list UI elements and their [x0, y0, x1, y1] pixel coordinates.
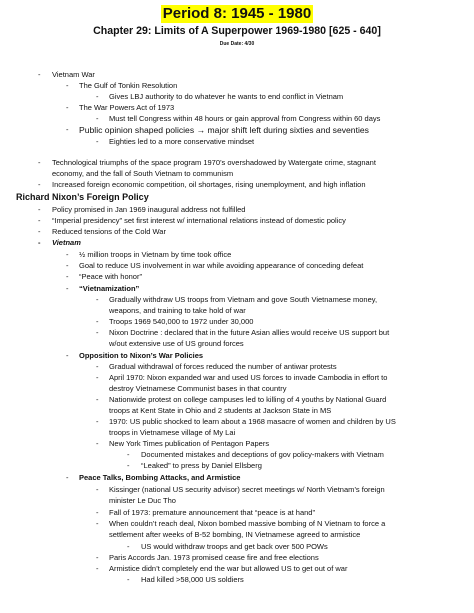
note-line: “Leaked” to press by Daniel Ellsberg: [141, 461, 262, 470]
bullet-dash: -: [127, 542, 130, 551]
bullet-dash: -: [66, 272, 69, 281]
bullet-dash: -: [96, 519, 99, 528]
bullet-dash: -: [38, 70, 41, 79]
note-line: Reduced tensions of the Cold War: [52, 227, 166, 236]
chapter-heading: Chapter 29: Limits of A Superpower 1969-1980 [625 - 640]: [93, 25, 381, 37]
note-line: Gradually withdraw US troops from Vietnam and gove South Vietnamese money,: [109, 295, 378, 304]
bullet-dash: -: [96, 114, 99, 123]
note-line: When couldn’t reach deal, Nixon bombed massive bombing of N Vietnam to force a: [109, 519, 386, 528]
section-heading: Richard Nixon’s Foreign Policy: [16, 192, 149, 202]
note-line: The War Powers Act of 1973: [79, 103, 175, 112]
note-line: Must tell Congress within 48 hours or gain approval from Congress within 60 days: [109, 114, 381, 123]
bullet-dash: -: [66, 103, 69, 112]
bullet-dash: -: [96, 92, 99, 101]
note-line: Kissinger (national US security advisor) secret meetings w/ North Vietnam’s foreign: [109, 485, 385, 494]
note-line: Opposition to Nixon’s War Policies: [79, 351, 204, 360]
note-line: Public opinion shaped policies → major shift left during sixties and seventies: [79, 125, 369, 135]
note-line: Vietnam: [52, 238, 81, 247]
bullet-dash: -: [96, 328, 99, 337]
note-line: Gives LBJ authority to do whatever he wants to end conflict in Vietnam: [109, 92, 344, 101]
note-line: Documented mistakes and deceptions of gov policy-makers with Vietnam: [141, 450, 384, 459]
bullet-dash: -: [127, 450, 130, 459]
note-line: Technological triumphs of the space program 1970’s overshadowed by Watergate crime, stagnant: [52, 158, 376, 167]
bullet-dash: -: [66, 261, 69, 270]
bullet-dash: -: [96, 295, 99, 304]
note-line: Vietnam War: [52, 70, 95, 79]
bullet-dash: -: [66, 351, 69, 360]
title-wrap: [0, 5, 474, 23]
note-line: destroy Vietnamese Communist bases in that country: [109, 384, 287, 393]
note-line: April 1970: Nixon expanded war and used US forces to invade Cambodia in effort to: [109, 373, 388, 382]
note-line: The Gulf of Tonkin Resolution: [79, 81, 178, 90]
note-line: Had killed >58,000 US soldiers: [141, 575, 244, 584]
bullet-dash: -: [38, 238, 41, 247]
note-line: economy, and the fall of South Vietnam to communism: [52, 169, 234, 178]
note-line: New York Times publication of Pentagon Papers: [109, 439, 270, 448]
bullet-dash: -: [66, 125, 69, 134]
note-line: “Vietnamization”: [79, 284, 140, 293]
bullet-dash: -: [127, 461, 130, 470]
bullet-dash: -: [96, 508, 99, 517]
note-line: Paris Accords Jan. 1973 promised cease fire and free elections: [109, 553, 319, 562]
note-line: troops in Vietnamese village of My Lai: [109, 428, 236, 437]
bullet-dash: -: [38, 216, 41, 225]
bullet-dash: -: [38, 227, 41, 236]
note-line: troops at Kent State in Ohio and 2 students at Jackson State in MS: [109, 406, 332, 415]
due-date: Due Date: 4/30: [219, 41, 255, 47]
bullet-dash: -: [38, 158, 41, 167]
note-line: 1970: US public shocked to learn about a 1968 masacre of women and children by US: [109, 417, 396, 426]
note-line: Gradual withdrawal of forces reduced the number of antiwar protests: [109, 362, 337, 371]
page-title: Period 8: 1945 - 1980: [162, 5, 312, 22]
note-line: Increased foreign economic competition, oil shortages, rising unemployment, and high inflation: [52, 180, 366, 189]
note-line: settlement after weeks of B-52 bombing, IN Vietnamese agreed to armistice: [109, 530, 361, 539]
bullet-dash: -: [66, 473, 69, 482]
note-line: “Imperial presidency” set first interest w/ international relations instead of domestic policy: [52, 216, 346, 225]
note-line: w/out extensive use of US ground forces: [109, 339, 244, 348]
note-line: Armistice didn’t completely end the war but allowed US to get out of war: [109, 564, 348, 573]
bullet-dash: -: [96, 362, 99, 371]
bullet-dash: -: [96, 137, 99, 146]
note-line: minister Le Duc Tho: [109, 496, 176, 505]
note-line: ½ million troops in Vietnam by time took office: [79, 250, 232, 259]
bullet-dash: -: [66, 284, 69, 293]
note-line: weapons, and training to take hold of war: [109, 306, 246, 315]
note-line: Goal to reduce US involvement in war while avoiding appearance of conceding defeat: [79, 261, 364, 270]
note-line: Troops 1969 540,000 to 1972 under 30,000: [109, 317, 254, 326]
bullet-dash: -: [96, 439, 99, 448]
note-line: Fall of 1973: premature announcement that “peace is at hand”: [109, 508, 315, 517]
note-line: Peace Talks, Bombing Attacks, and Armistice: [79, 473, 241, 482]
note-line: “Peace with honor”: [79, 272, 142, 281]
bullet-dash: -: [66, 250, 69, 259]
bullet-dash: -: [38, 205, 41, 214]
bullet-dash: -: [96, 373, 99, 382]
bullet-dash: -: [96, 553, 99, 562]
note-line: Eighties led to a more conservative mindset: [109, 137, 255, 146]
bullet-dash: -: [96, 317, 99, 326]
note-line: Nixon Doctrine : declared that in the future Asian allies would receive US support but: [109, 328, 390, 337]
bullet-dash: -: [96, 417, 99, 426]
note-line: US would withdraw troops and get back over 500 POWs: [141, 542, 328, 551]
bullet-dash: -: [127, 575, 130, 584]
bullet-dash: -: [66, 81, 69, 90]
note-line: Nationwide protest on college campuses led to killing of 4 youths by National Guard: [109, 395, 387, 404]
bullet-dash: -: [96, 564, 99, 573]
bullet-dash: -: [96, 485, 99, 494]
bullet-dash: -: [96, 395, 99, 404]
bullet-dash: -: [38, 180, 41, 189]
note-line: Policy promised in Jan 1969 inaugural address not fulfilled: [52, 205, 246, 214]
